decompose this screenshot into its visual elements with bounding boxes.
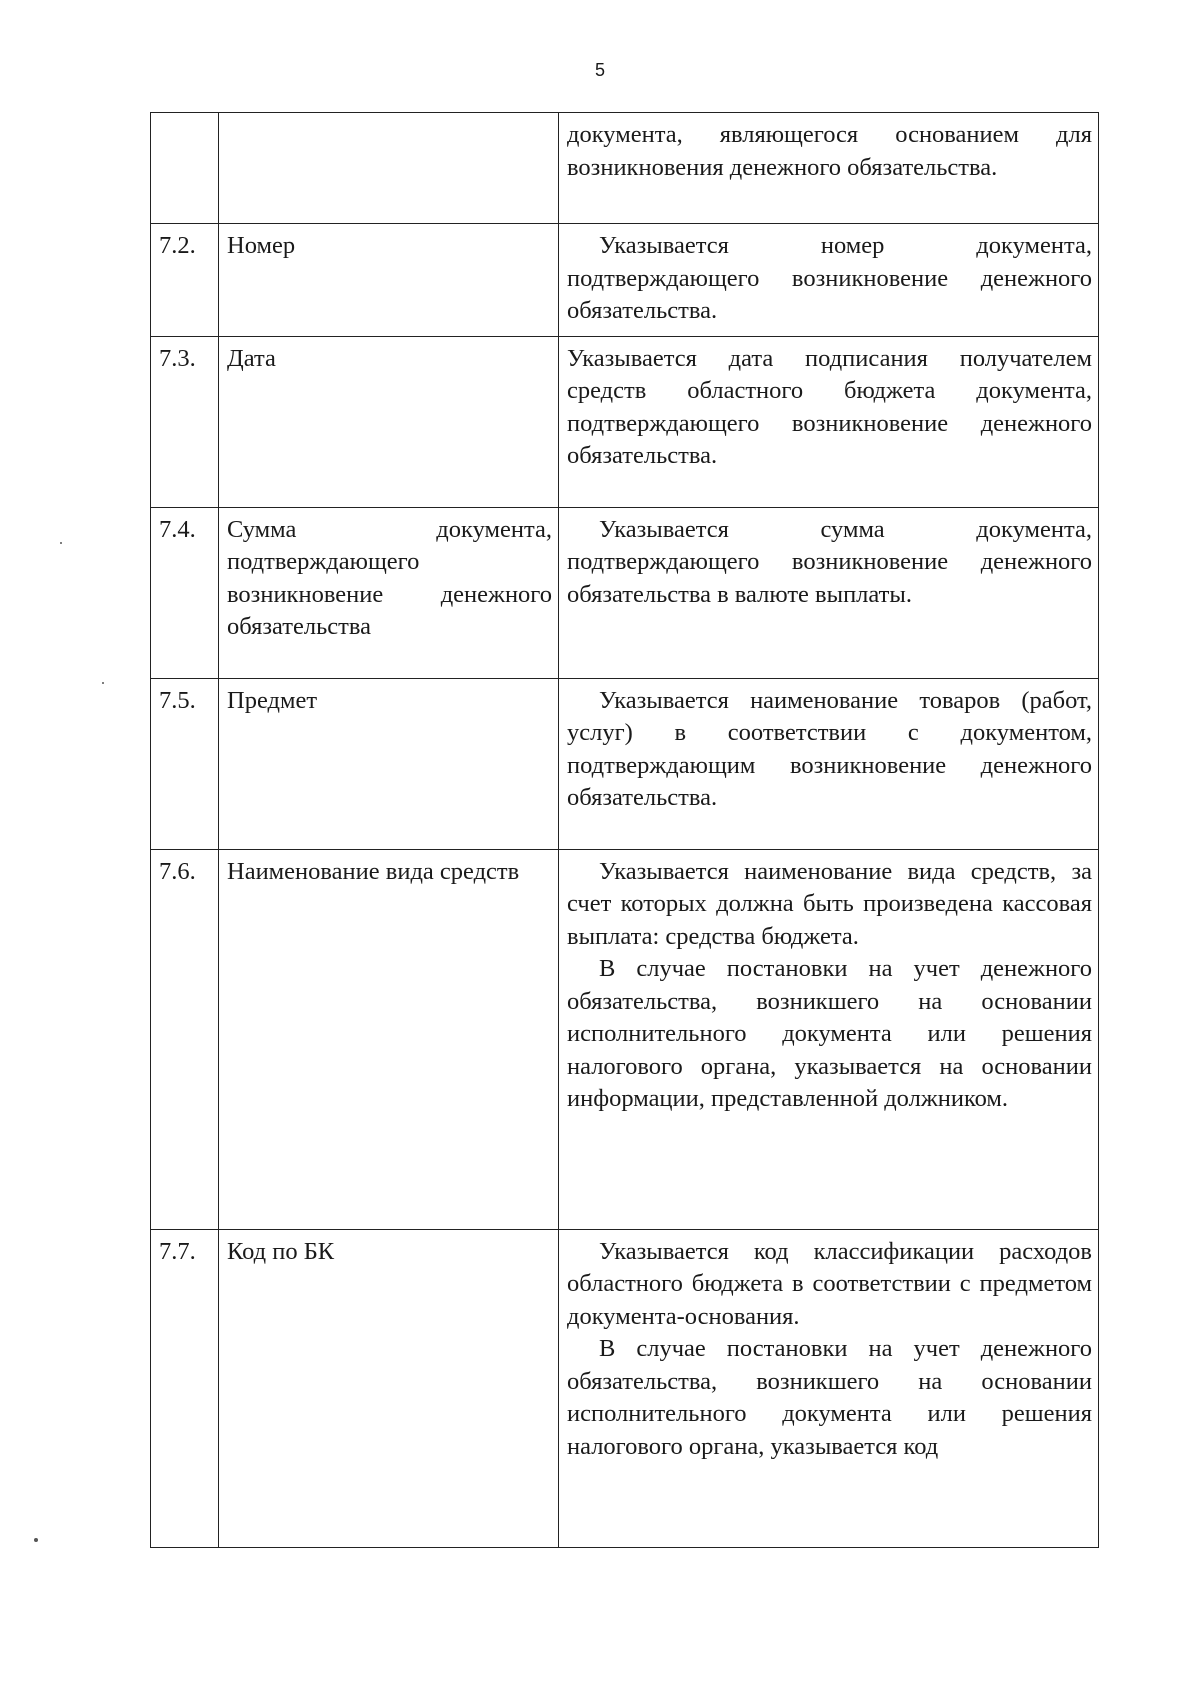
table-body <box>151 113 1099 1548</box>
description-paragraph: Указывается дата подписания получателем средств областного бюджета документа, подтверждающего возникновение денежного обязательства. <box>567 344 1092 469</box>
row-name-cell: Дата <box>219 336 559 507</box>
scan-speck <box>102 682 104 684</box>
table-row <box>151 849 1099 1229</box>
description-paragraph: Указывается наименование товаров (работ, услуг) в соответствии с документом, подтверждающим возникновение денежного обязательства. <box>567 686 1092 811</box>
table-row <box>151 1229 1099 1547</box>
page-number: 5 <box>594 60 605 80</box>
row-number-cell: 7.5. <box>151 678 219 849</box>
row-description-cell <box>559 336 1099 507</box>
description-paragraph: В случае постановки на учет денежного обязательства, возникшего на основании исполнительного документа или решения налогового органа, указывается на основании информации, представленной должником. <box>567 955 1092 1112</box>
row-description-cell <box>559 1229 1099 1547</box>
row-number-cell: 7.4. <box>151 507 219 678</box>
scan-speck <box>34 1538 38 1542</box>
row-description-cell <box>559 224 1099 337</box>
row-description-cell <box>559 113 1099 224</box>
description-paragraph: Указывается наименование вида средств, за счет которых должна быть произведена кассовая выплата: средства бюджета. <box>567 857 1092 950</box>
row-description-cell <box>559 507 1099 678</box>
table-row <box>151 336 1099 507</box>
description-paragraph: Указывается номер документа, подтверждающего возникновение денежного обязательства. <box>567 232 1092 324</box>
table-row <box>151 224 1099 337</box>
table-row <box>151 678 1099 849</box>
scan-speck <box>60 542 62 544</box>
description-paragraph: документа, являющегося основанием для возникновения денежного обязательства. <box>567 121 1092 181</box>
row-number-cell: 7.6. <box>151 849 219 1229</box>
row-description-cell <box>559 849 1099 1229</box>
row-name-cell: Код по БК <box>219 1229 559 1547</box>
description-paragraph: Указывается сумма документа, подтверждающего возникновение денежного обязательства в валюте выплаты. <box>567 515 1092 608</box>
row-name-cell: Номер <box>219 224 559 337</box>
description-paragraph: В случае постановки на учет денежного обязательства, возникшего на основании исполнительного документа или решения налогового органа, указывается код <box>567 1335 1092 1460</box>
row-description-cell <box>559 678 1099 849</box>
description-paragraph: Указывается код классификации расходов областного бюджета в соответствии с предметом документа-основания. <box>567 1237 1092 1330</box>
row-name-cell: Наименование вида средств <box>219 849 559 1229</box>
table-row <box>151 113 1099 224</box>
table-row <box>151 507 1099 678</box>
row-number-cell: 7.7. <box>151 1229 219 1547</box>
row-number-cell <box>151 113 219 224</box>
row-name-cell <box>219 113 559 224</box>
row-number-cell: 7.2. <box>151 224 219 337</box>
row-name-cell: Предмет <box>219 678 559 849</box>
row-name-cell: Сумма документа, подтверждающего возникновение денежного обязательства <box>219 507 559 678</box>
row-number-cell: 7.3. <box>151 336 219 507</box>
document-table <box>150 112 1099 1548</box>
